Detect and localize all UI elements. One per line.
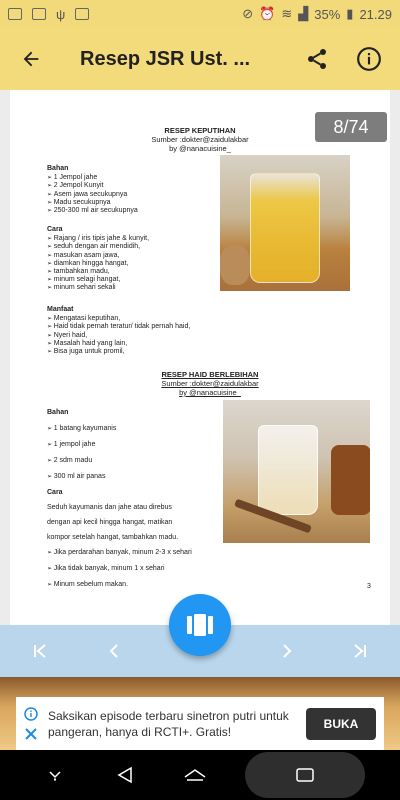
first-page-button[interactable] <box>22 633 58 669</box>
honey-jar-shape <box>331 445 370 515</box>
recipe1-source: Sumber :dokter@zaidulakbar <box>151 135 249 144</box>
list-item: ➢ Masalah haid yang lain, <box>47 340 247 348</box>
list-item: ➢ Nyeri haid, <box>47 332 247 340</box>
ginger-shape <box>220 245 250 285</box>
recipe1-bahan-heading: Bahan <box>47 165 69 172</box>
list-item: ➢ masukan asam jawa, <box>47 252 217 260</box>
recipe2-cara-heading: Cara <box>47 489 63 496</box>
page-counter: 8/74 <box>315 112 387 142</box>
list-item: ➢ Minum sebelum makan. <box>47 577 247 593</box>
recents-icon <box>295 767 315 783</box>
recipe2-cara <box>47 485 247 545</box>
list-item: ➢ minum sehari sekali <box>47 284 217 292</box>
list-item: ➢ 2 Jempol Kunyit <box>47 182 217 190</box>
recipe2-cara-line: kompor setelah hangat, tambahkan madu. <box>47 534 179 541</box>
recipe2-header <box>150 370 270 397</box>
share-icon <box>305 47 329 71</box>
app-bar <box>0 28 400 90</box>
system-back-button[interactable] <box>105 760 145 790</box>
ad-text[interactable]: Saksikan episode terbaru sinetron putri untuk pangeran, hanya di RCTI+. Gratis! <box>48 708 289 739</box>
last-page-icon <box>351 642 369 660</box>
recipe1-by: by @nanacuisine_ <box>169 144 231 153</box>
recipe1-cara <box>47 226 217 293</box>
image-icon <box>32 8 46 20</box>
first-page-icon <box>31 642 49 660</box>
recipe2-source: Sumber :dokter@zaidulakbar <box>161 379 259 388</box>
system-home-button[interactable] <box>175 760 215 790</box>
list-item: ➢ 300 ml air panas <box>47 469 217 485</box>
chevron-left-icon <box>106 643 122 659</box>
list-item: ➢ 250-300 ml air secukupnya <box>47 207 217 215</box>
ad-banner[interactable] <box>16 697 384 750</box>
back-button[interactable] <box>14 42 48 76</box>
info-icon <box>356 46 382 72</box>
list-item: ➢ Madu secukupnya <box>47 199 217 207</box>
list-item: ➢ seduh dengan air mendidih, <box>47 243 217 251</box>
recipe2-cara-list <box>47 545 247 593</box>
share-button[interactable] <box>300 42 334 76</box>
ad-close-icon[interactable] <box>24 727 38 741</box>
recipe1-header <box>150 126 250 153</box>
signal-icon: ▟ <box>298 6 309 21</box>
recipe2-photo <box>223 400 370 543</box>
list-item: ➢ Jika perdarahan banyak, minum 2-3 x sehari <box>47 545 247 561</box>
list-item: ➢ 1 jempol jahe <box>47 437 217 453</box>
recipe2-cara-line: dengan api kecil hingga hangat, matikan <box>47 519 173 526</box>
recipe1-manfaat <box>47 306 247 356</box>
book-open-icon <box>185 613 215 637</box>
list-item: ➢ 2 sdm madu <box>47 453 217 469</box>
recipe2-title: RESEP HAID BERLEBIHAN <box>161 370 259 379</box>
triangle-back-icon <box>116 766 134 784</box>
list-item: ➢ Jika tidak banyak, minum 1 x sehari <box>47 561 247 577</box>
glass-shape <box>258 425 318 515</box>
recipe2-bahan-heading: Bahan <box>47 409 69 416</box>
system-navigation-bar <box>0 750 400 800</box>
info-button[interactable] <box>352 42 386 76</box>
glass-shape <box>250 173 320 283</box>
battery-icon: ▮ <box>346 6 354 21</box>
list-item: ➢ Asem jawa secukupnya <box>47 191 217 199</box>
recipe1-photo <box>220 155 350 291</box>
read-mode-button[interactable] <box>169 594 231 656</box>
usb-icon: ψ <box>56 6 66 22</box>
list-item: ➢ Haid tidak pernah teratur/ tidak pernah haid, <box>47 323 247 331</box>
recipe1-title: RESEP KEPUTIHAN <box>164 126 236 135</box>
home-icon <box>183 767 207 783</box>
previous-page-button[interactable] <box>96 633 132 669</box>
recipe1-cara-heading: Cara <box>47 226 63 233</box>
ad-open-button[interactable]: BUKA <box>306 708 376 740</box>
notification-icon <box>75 8 89 20</box>
status-notifications <box>8 7 89 22</box>
page-number: 3 <box>367 583 371 590</box>
ad-controls <box>24 707 38 741</box>
recipe1-manfaat-heading: Manfaat <box>47 306 74 313</box>
list-item: ➢ Bisa juga untuk promil, <box>47 348 247 356</box>
document-page <box>10 90 390 625</box>
recipe2-by: by @nanacuisine_ <box>179 388 241 397</box>
arrow-left-icon <box>20 48 42 70</box>
list-item: ➢ diamkan hingga hangat, <box>47 260 217 268</box>
recipe2-bahan <box>47 405 217 485</box>
list-item: ➢ tambahkan madu, <box>47 268 217 276</box>
list-item: ➢ 1 Jempol jahe <box>47 174 217 182</box>
chevron-down-icon <box>48 769 62 781</box>
recipe2-cara-line: Seduh kayumanis dan jahe atau direbus <box>47 504 172 511</box>
alarm-icon: ⏰ <box>259 6 276 21</box>
wifi-icon: ≋ <box>281 6 293 21</box>
next-page-button[interactable] <box>269 633 305 669</box>
list-item: ➢ Rajang / iris tipis jahe & kunyit, <box>47 235 217 243</box>
message-icon <box>8 8 22 20</box>
recipe1-bahan <box>47 165 217 215</box>
ad-info-icon[interactable] <box>24 707 38 721</box>
list-item: ➢ 1 batang kayumanis <box>47 421 217 437</box>
system-recents-button[interactable] <box>245 752 365 798</box>
status-system <box>242 6 392 22</box>
battery-percent: 35% <box>314 6 341 22</box>
clock: 21.29 <box>359 6 392 22</box>
list-item: ➢ Mengatasi keputihan, <box>47 315 247 323</box>
last-page-button[interactable] <box>342 633 378 669</box>
chevron-right-icon <box>279 643 295 659</box>
page-title: Resep JSR Ust. ... <box>80 47 251 70</box>
status-bar <box>0 0 400 28</box>
pdf-viewer[interactable] <box>0 90 400 625</box>
keyboard-hide-button[interactable] <box>35 760 75 790</box>
dnd-icon: ⊘ <box>242 6 254 21</box>
list-item: ➢ minum selagi hangat, <box>47 276 217 284</box>
